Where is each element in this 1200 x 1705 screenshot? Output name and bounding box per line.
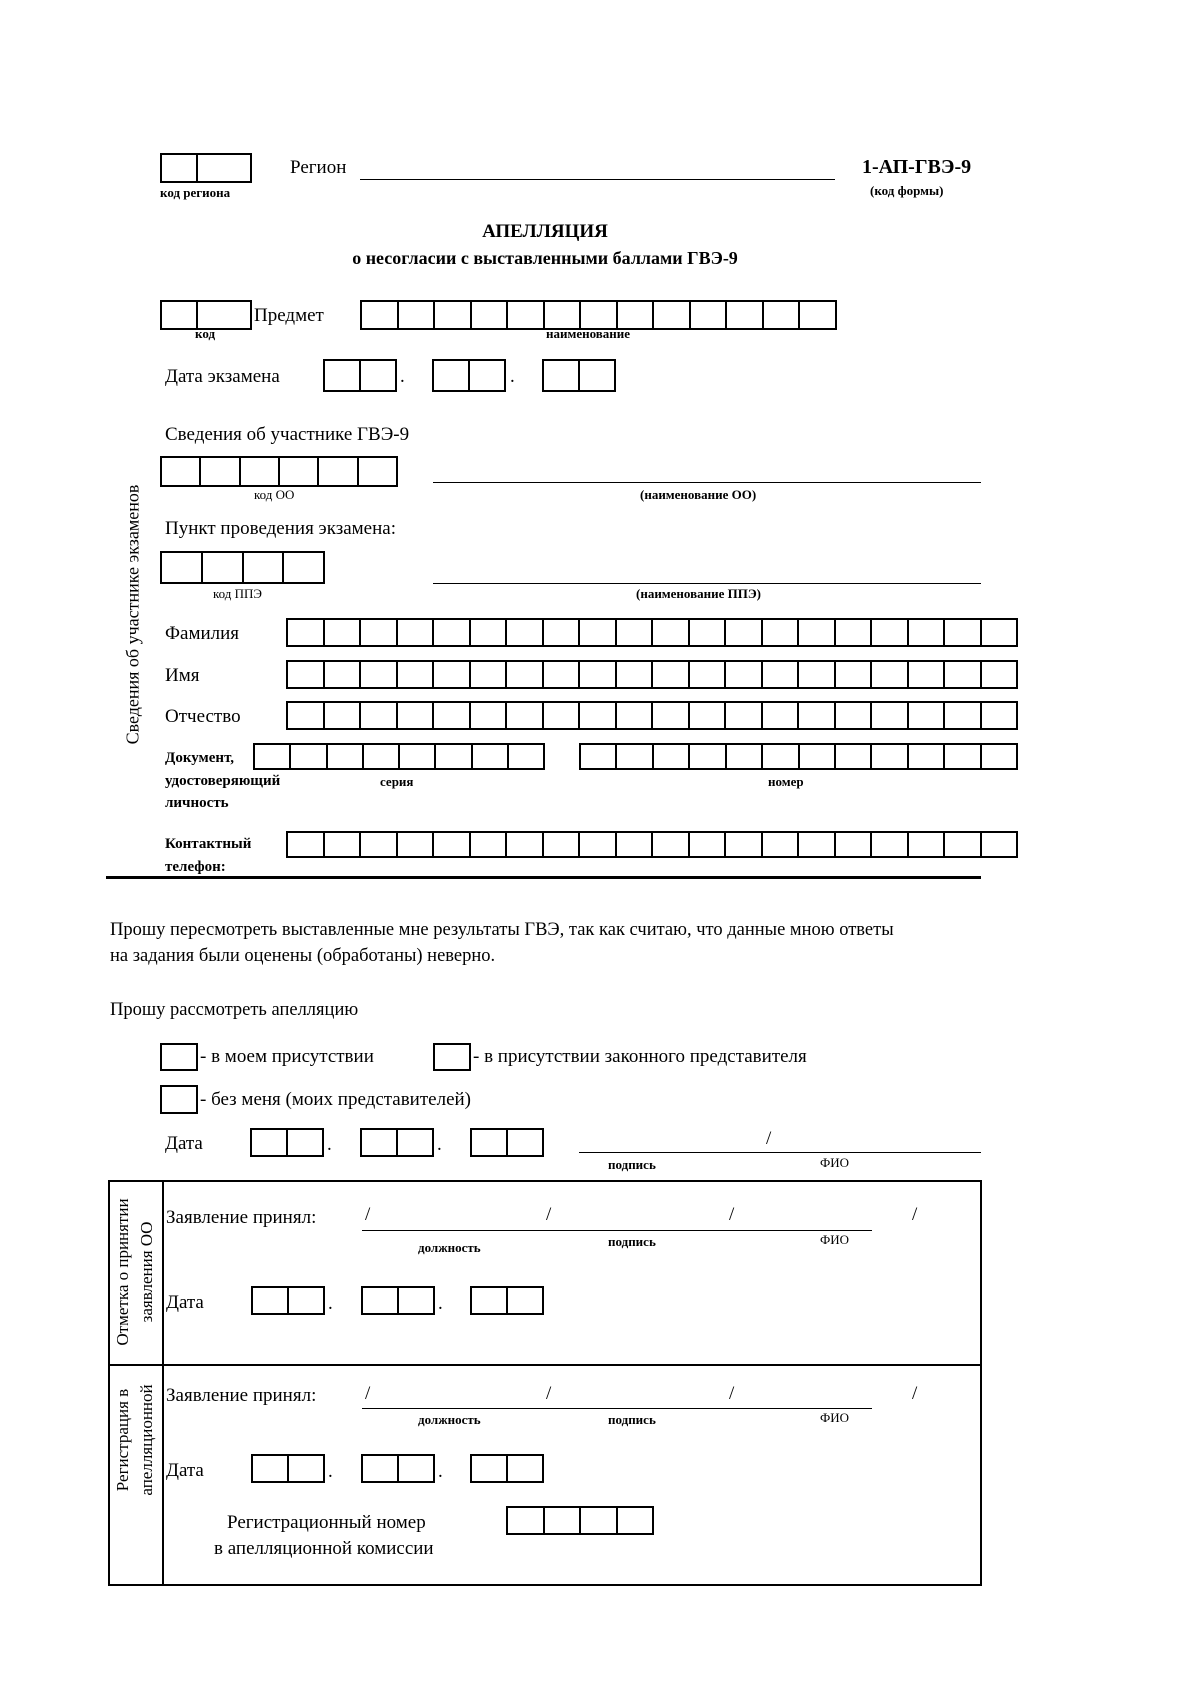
reg-number-label-2: в апелляционной комиссии — [214, 1538, 434, 1559]
doc-series-caption: серия — [380, 774, 414, 789]
doc-series-boxes[interactable] — [253, 743, 545, 770]
oo-block-side-label-1: Отметка о принятии — [113, 1198, 132, 1346]
input-cell[interactable] — [580, 361, 614, 390]
input-cell[interactable] — [763, 703, 800, 728]
input-cell[interactable] — [325, 620, 362, 645]
patronymic-label: Отчество — [165, 706, 241, 727]
input-cell[interactable] — [580, 833, 617, 856]
input-cell[interactable] — [359, 458, 396, 485]
input-cell[interactable] — [399, 1456, 433, 1481]
input-cell[interactable] — [799, 620, 836, 645]
input-cell[interactable] — [763, 620, 800, 645]
input-cell[interactable] — [799, 662, 836, 687]
slash: / — [766, 1128, 772, 1149]
oo-block-side-label-2: заявления ОО — [137, 1221, 156, 1323]
input-cell[interactable] — [727, 745, 763, 768]
input-cell[interactable] — [507, 703, 544, 728]
doc-number-boxes[interactable] — [579, 743, 1018, 770]
input-cell[interactable] — [472, 302, 509, 328]
input-cell[interactable] — [617, 662, 654, 687]
input-cell[interactable] — [763, 833, 800, 856]
input-cell[interactable] — [945, 833, 982, 856]
input-cell[interactable] — [434, 703, 471, 728]
input-cell[interactable] — [836, 662, 873, 687]
input-cell[interactable] — [653, 703, 690, 728]
input-cell[interactable] — [872, 833, 909, 856]
input-cell[interactable] — [162, 458, 201, 485]
input-cell[interactable] — [690, 662, 727, 687]
slash: / — [729, 1383, 735, 1404]
input-cell[interactable] — [435, 302, 472, 328]
input-cell[interactable] — [617, 833, 654, 856]
date-dot: . — [438, 1461, 443, 1482]
input-cell[interactable] — [653, 620, 690, 645]
reg-number-boxes[interactable] — [506, 1506, 654, 1535]
input-cell[interactable] — [618, 302, 655, 328]
input-cell[interactable] — [473, 745, 509, 768]
reg-fio-caption: ФИО — [820, 1410, 850, 1425]
reg-position-caption: должность — [418, 1412, 481, 1427]
exam-year-boxes[interactable] — [542, 359, 616, 392]
input-cell[interactable] — [726, 620, 763, 645]
participant-side-label: Сведения об участнике экзаменов — [122, 484, 143, 745]
ppe-code-boxes[interactable] — [160, 551, 325, 584]
phone-label-1: Контактный — [165, 836, 252, 852]
input-cell[interactable] — [203, 553, 244, 582]
input-cell[interactable] — [472, 1288, 508, 1313]
input-cell[interactable] — [726, 833, 763, 856]
input-cell[interactable] — [544, 703, 581, 728]
input-cell[interactable] — [252, 1130, 288, 1155]
input-cell[interactable] — [617, 703, 654, 728]
form-code: 1-АП-ГВЭ-9 — [862, 156, 972, 178]
input-cell[interactable] — [726, 662, 763, 687]
input-cell[interactable] — [653, 833, 690, 856]
input-cell[interactable] — [364, 745, 400, 768]
input-cell[interactable] — [763, 662, 800, 687]
input-cell[interactable] — [909, 662, 946, 687]
oo-name-line[interactable] — [433, 482, 981, 483]
input-cell[interactable] — [872, 703, 909, 728]
doc-label-3: личность — [165, 795, 229, 811]
input-cell[interactable] — [162, 1045, 196, 1069]
input-cell[interactable] — [363, 1456, 399, 1481]
input-cell[interactable] — [434, 662, 471, 687]
oo-name-caption: (наименование ОО) — [640, 487, 757, 502]
input-cell[interactable] — [508, 1456, 542, 1481]
form-code-caption: (код формы) — [870, 183, 944, 198]
input-cell[interactable] — [653, 662, 690, 687]
input-cell[interactable] — [690, 745, 726, 768]
input-cell[interactable] — [288, 662, 325, 687]
oo-month-boxes[interactable] — [361, 1286, 435, 1315]
input-cell[interactable] — [507, 620, 544, 645]
input-cell[interactable] — [241, 458, 280, 485]
doc-label-2: удостоверяющий — [165, 773, 281, 789]
input-cell[interactable] — [945, 703, 982, 728]
consider-label: Прошу рассмотреть апелляцию — [110, 1000, 359, 1020]
input-cell[interactable] — [398, 1130, 432, 1155]
date-dot: . — [327, 1134, 332, 1155]
subject-label: Предмет — [254, 305, 324, 326]
input-cell[interactable] — [654, 302, 691, 328]
date-dot: . — [328, 1461, 333, 1482]
input-cell[interactable] — [727, 302, 764, 328]
input-cell[interactable] — [800, 302, 835, 328]
request-year-boxes[interactable] — [470, 1128, 544, 1157]
input-cell[interactable] — [544, 833, 581, 856]
oo-accepted-line[interactable] — [362, 1230, 872, 1231]
ppe-title: Пункт проведения экзамена: — [165, 518, 396, 539]
frame-vertical-divider — [162, 1180, 164, 1586]
ppe-code-caption: код ППЭ — [213, 586, 263, 601]
ppe-name-line[interactable] — [433, 583, 981, 584]
input-cell[interactable] — [434, 361, 470, 390]
slash: / — [365, 1383, 371, 1404]
subject-code-caption: код — [195, 326, 216, 341]
input-cell[interactable] — [288, 620, 325, 645]
input-cell[interactable] — [580, 620, 617, 645]
reg-date-label: Дата — [166, 1460, 204, 1481]
oo-fio-caption: ФИО — [820, 1232, 850, 1247]
input-cell[interactable] — [618, 1508, 653, 1533]
input-cell[interactable] — [508, 1508, 545, 1533]
input-cell[interactable] — [400, 745, 436, 768]
input-cell[interactable] — [800, 745, 836, 768]
input-cell[interactable] — [982, 745, 1016, 768]
input-cell[interactable] — [288, 1130, 322, 1155]
request-text-line1: Прошу пересмотреть выставленные мне результаты ГВЭ, так как считаю, что данные мною ответы — [110, 920, 894, 940]
exam-day-boxes[interactable] — [323, 359, 397, 392]
input-cell[interactable] — [581, 302, 618, 328]
input-cell[interactable] — [471, 833, 508, 856]
input-cell[interactable] — [471, 703, 508, 728]
input-cell[interactable] — [280, 458, 319, 485]
exam-month-boxes[interactable] — [432, 359, 506, 392]
doc-label-1: Документ, — [165, 750, 235, 766]
input-cell[interactable] — [872, 662, 909, 687]
input-cell[interactable] — [763, 745, 799, 768]
reg-number-label-1: Регистрационный номер — [227, 1512, 426, 1533]
input-cell[interactable] — [361, 703, 398, 728]
oo-date-label: Дата — [166, 1292, 204, 1313]
input-cell[interactable] — [244, 553, 285, 582]
input-cell[interactable] — [617, 745, 653, 768]
input-cell[interactable] — [799, 833, 836, 856]
input-cell[interactable] — [291, 745, 327, 768]
input-cell[interactable] — [319, 458, 358, 485]
subject-name-caption: наименование — [546, 326, 631, 341]
date-dot: . — [510, 366, 515, 387]
input-cell[interactable] — [325, 361, 361, 390]
input-cell[interactable] — [909, 745, 945, 768]
input-cell[interactable] — [580, 662, 617, 687]
reg-block-side-label-1: Регистрация в — [113, 1388, 132, 1492]
oo-code-boxes[interactable] — [160, 456, 398, 487]
phone-label-2: телефон: — [165, 859, 226, 875]
input-cell[interactable] — [764, 302, 801, 328]
input-cell[interactable] — [472, 1130, 508, 1155]
with-representative-checkbox[interactable] — [433, 1043, 471, 1071]
input-cell[interactable] — [945, 745, 981, 768]
region-label: Регион — [290, 157, 347, 178]
input-cell[interactable] — [288, 703, 325, 728]
input-cell[interactable] — [201, 458, 240, 485]
input-cell[interactable] — [799, 703, 836, 728]
input-cell[interactable] — [909, 833, 946, 856]
in-presence-checkbox[interactable] — [160, 1043, 198, 1071]
input-cell[interactable] — [836, 703, 873, 728]
input-cell[interactable] — [288, 833, 325, 856]
ppe-name-caption: (наименование ППЭ) — [636, 586, 761, 601]
reg-block-side-label-2: апелляционной — [137, 1384, 156, 1496]
with-representative-label: - в присутствии законного представителя — [473, 1046, 807, 1067]
input-cell[interactable] — [289, 1456, 323, 1481]
input-cell[interactable] — [361, 361, 395, 390]
input-cell[interactable] — [284, 553, 323, 582]
surname-boxes[interactable] — [286, 618, 1018, 647]
input-cell[interactable] — [162, 1087, 196, 1112]
slash: / — [546, 1204, 552, 1225]
input-cell[interactable] — [399, 1288, 433, 1313]
input-cell[interactable] — [325, 833, 362, 856]
doc-number-caption: номер — [768, 774, 804, 789]
date-dot: . — [328, 1293, 333, 1314]
input-cell[interactable] — [328, 745, 364, 768]
input-cell[interactable] — [544, 620, 581, 645]
reg-month-boxes[interactable] — [361, 1454, 435, 1483]
input-cell[interactable] — [361, 620, 398, 645]
input-cell[interactable] — [545, 302, 582, 328]
input-cell[interactable] — [362, 302, 399, 328]
input-cell[interactable] — [580, 703, 617, 728]
input-cell[interactable] — [471, 662, 508, 687]
name-label: Имя — [165, 665, 200, 686]
input-cell[interactable] — [361, 833, 398, 856]
oo-day-boxes[interactable] — [251, 1286, 325, 1315]
input-cell[interactable] — [398, 703, 435, 728]
slash: / — [912, 1383, 918, 1404]
input-cell[interactable] — [581, 1508, 618, 1533]
region-name-line[interactable] — [360, 179, 835, 180]
input-cell[interactable] — [909, 620, 946, 645]
input-cell[interactable] — [361, 662, 398, 687]
input-cell[interactable] — [945, 620, 982, 645]
input-cell[interactable] — [325, 662, 362, 687]
name-boxes[interactable] — [286, 660, 1018, 689]
input-cell[interactable] — [289, 1288, 323, 1313]
exam-date-label: Дата экзамена — [165, 366, 280, 387]
surname-label: Фамилия — [165, 623, 240, 644]
input-cell[interactable] — [617, 620, 654, 645]
input-cell[interactable] — [690, 620, 727, 645]
input-cell[interactable] — [690, 703, 727, 728]
request-text-line2: на задания были оценены (обработаны) неверно. — [110, 946, 496, 966]
oo-code-caption: код ОО — [254, 487, 295, 502]
input-cell[interactable] — [472, 1456, 508, 1481]
request-day-boxes[interactable] — [250, 1128, 324, 1157]
input-cell[interactable] — [836, 620, 873, 645]
in-presence-label: - в моем присутствии — [200, 1046, 374, 1067]
input-cell[interactable] — [836, 833, 873, 856]
input-cell[interactable] — [434, 620, 471, 645]
without-me-checkbox[interactable] — [160, 1085, 198, 1114]
reg-accepted-line[interactable] — [362, 1408, 872, 1409]
input-cell[interactable] — [399, 302, 436, 328]
input-cell[interactable] — [253, 1456, 289, 1481]
request-month-boxes[interactable] — [360, 1128, 434, 1157]
form-title: АПЕЛЛЯЦИЯ — [482, 221, 608, 242]
input-cell[interactable] — [654, 745, 690, 768]
date-dot: . — [437, 1134, 442, 1155]
input-cell[interactable] — [982, 620, 1017, 645]
frame-horizontal-divider — [108, 1364, 982, 1366]
oo-year-boxes[interactable] — [470, 1286, 544, 1315]
input-cell[interactable] — [162, 553, 203, 582]
input-cell[interactable] — [509, 745, 543, 768]
input-cell[interactable] — [872, 745, 908, 768]
input-cell[interactable] — [507, 662, 544, 687]
slash: / — [546, 1383, 552, 1404]
input-cell[interactable] — [836, 745, 872, 768]
input-cell[interactable] — [325, 703, 362, 728]
input-cell[interactable] — [545, 1508, 582, 1533]
input-cell[interactable] — [982, 833, 1017, 856]
region-code-caption: код региона — [160, 185, 231, 200]
input-cell[interactable] — [690, 833, 727, 856]
input-cell[interactable] — [909, 703, 946, 728]
request-sign-caption: подпись — [608, 1157, 656, 1172]
reg-sign-caption: подпись — [608, 1412, 656, 1427]
input-cell[interactable] — [434, 833, 471, 856]
input-cell[interactable] — [508, 302, 545, 328]
input-cell[interactable] — [471, 620, 508, 645]
input-cell[interactable] — [362, 1130, 398, 1155]
phone-boxes[interactable] — [286, 831, 1018, 858]
input-cell[interactable] — [982, 703, 1017, 728]
input-cell[interactable] — [435, 1045, 469, 1069]
slash: / — [729, 1204, 735, 1225]
date-dot: . — [400, 366, 405, 387]
slash: / — [912, 1204, 918, 1225]
slash: / — [365, 1204, 371, 1225]
input-cell[interactable] — [436, 745, 472, 768]
request-date-label: Дата — [165, 1133, 203, 1154]
input-cell[interactable] — [507, 833, 544, 856]
participant-section-divider — [106, 876, 981, 879]
input-cell[interactable] — [253, 1288, 289, 1313]
date-dot: . — [438, 1293, 443, 1314]
input-cell[interactable] — [398, 620, 435, 645]
input-cell[interactable] — [398, 833, 435, 856]
reg-year-boxes[interactable] — [470, 1454, 544, 1483]
input-cell[interactable] — [363, 1288, 399, 1313]
participant-section-title: Сведения об участнике ГВЭ-9 — [165, 424, 410, 445]
input-cell[interactable] — [726, 703, 763, 728]
without-me-label: - без меня (моих представителей) — [200, 1089, 472, 1110]
oo-sign-caption: подпись — [608, 1234, 656, 1249]
form-subtitle: о несогласии с выставленными баллами ГВЭ-9 — [352, 248, 738, 268]
input-cell[interactable] — [945, 662, 982, 687]
reg-day-boxes[interactable] — [251, 1454, 325, 1483]
input-cell[interactable] — [544, 361, 580, 390]
region-code-boxes[interactable] — [160, 153, 252, 183]
input-cell[interactable] — [544, 662, 581, 687]
oo-position-caption: должность — [418, 1240, 481, 1255]
input-cell[interactable] — [398, 662, 435, 687]
input-cell[interactable] — [508, 1130, 542, 1155]
input-cell[interactable] — [691, 302, 728, 328]
input-cell[interactable] — [470, 361, 504, 390]
patronymic-boxes[interactable] — [286, 701, 1018, 730]
input-cell[interactable] — [508, 1288, 542, 1313]
input-cell[interactable] — [255, 745, 291, 768]
input-cell[interactable] — [872, 620, 909, 645]
input-cell[interactable] — [581, 745, 617, 768]
oo-accepted-label: Заявление принял: — [166, 1207, 317, 1228]
request-fio-caption: ФИО — [820, 1155, 850, 1170]
reg-accepted-label: Заявление принял: — [166, 1385, 317, 1406]
request-signature-line[interactable] — [579, 1152, 981, 1153]
input-cell[interactable] — [982, 662, 1017, 687]
